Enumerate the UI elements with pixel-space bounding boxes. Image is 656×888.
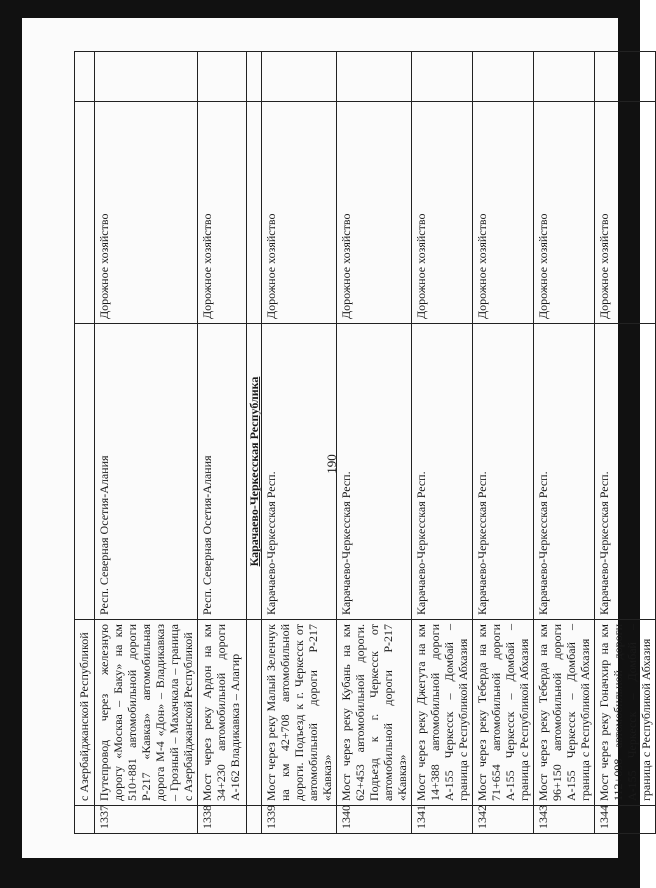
continuation-cell: с Азербайджанской Республикой	[75, 620, 95, 806]
object-name: Путепровод через железную дорогу «Москва – Баку» на км 510+881 автомобильной дороги Р-217 «Кавказ» автомобильная дорога М-4 «Дон» – Владикавказ – Грозный – Махачкала – граница с Азербайджанской Республикой	[95, 620, 198, 806]
region-name: Карачаево-Черкесская Респ.	[337, 324, 412, 620]
region-header-row	[247, 52, 262, 834]
table-row	[95, 52, 198, 834]
row-number: 1339	[262, 806, 337, 834]
cell-empty	[534, 52, 595, 102]
region-name: Карачаево-Черкесская Респ.	[262, 324, 337, 620]
cell-empty	[412, 52, 473, 102]
object-name: Мост через реку Теберда на км 96+150 автомобильной дороги А-155 Черкесск – Домбай – граница с Республикой Абхазия	[534, 620, 595, 806]
row-number: 1343	[534, 806, 595, 834]
scan-border-left	[0, 0, 22, 888]
cell-empty	[75, 102, 95, 324]
table-row	[595, 52, 656, 834]
cell-empty	[247, 102, 262, 324]
owner-type: Дорожное хозяйство	[534, 102, 595, 324]
owner-type: Дорожное хозяйство	[95, 102, 198, 324]
cell-empty	[198, 52, 247, 102]
region-name: Карачаево-Черкесская Респ.	[595, 324, 656, 620]
table-row	[534, 52, 595, 834]
scan-border-bottom	[0, 858, 640, 888]
row-number: 1337	[95, 806, 198, 834]
object-name: Мост через реку Кубань на км 62+453 автомобильной дороги. Подъезд к г. Черкесск от автомобильной дороги Р-217 «Кавказ»	[337, 620, 412, 806]
owner-type: Дорожное хозяйство	[198, 102, 247, 324]
rotated-table-wrapper	[74, 52, 653, 834]
cell-empty	[337, 52, 412, 102]
cell-empty	[75, 806, 95, 834]
owner-type: Дорожное хозяйство	[412, 102, 473, 324]
table-row	[337, 52, 412, 834]
cell-empty	[473, 52, 534, 102]
row-number: 1338	[198, 806, 247, 834]
owner-type: Дорожное хозяйство	[262, 102, 337, 324]
row-number: 1342	[473, 806, 534, 834]
row-number: 1341	[412, 806, 473, 834]
page-number: 190	[324, 454, 339, 474]
cell-empty	[595, 52, 656, 102]
cell-empty	[247, 806, 262, 834]
region-name: Карачаево-Черкесская Респ.	[412, 324, 473, 620]
scan-border-top	[0, 0, 640, 18]
owner-type: Дорожное хозяйство	[337, 102, 412, 324]
object-name: Мост через реку Теберда на км 71+654 автомобильной дороги А-155 Черкесск – Домбай – граница с Республикой Абхазия	[473, 620, 534, 806]
cell-empty	[262, 52, 337, 102]
cell-empty	[95, 52, 198, 102]
cell-empty	[247, 620, 262, 806]
cell-empty	[75, 324, 95, 620]
owner-type: Дорожное хозяйство	[473, 102, 534, 324]
table-row	[262, 52, 337, 834]
region-name: Карачаево-Черкесская Респ.	[473, 324, 534, 620]
object-name: Мост через реку Джегута на км 14+388 автомобильной дороги А-155 Черкесск – Домбай – граница с Республикой Абхазия	[412, 620, 473, 806]
table-row	[473, 52, 534, 834]
object-name: Мост через реку Ардон на км 34+230 автомобильной дороги А-162 Владикавказ – Алагир	[198, 620, 247, 806]
row-number: 1340	[337, 806, 412, 834]
table-row-continuation	[75, 52, 95, 834]
region-name: Респ. Северная Осетия-Алания	[198, 324, 247, 620]
owner-type: Дорожное хозяйство	[595, 102, 656, 324]
table-row	[412, 52, 473, 834]
object-name: Мост через реку Малый Зеленчук на км 42+708 автомобильной дороги. Подъезд к г. Черкесск от автомобильной дороги Р-217 «Кавказ»	[262, 620, 337, 806]
region-header: Карачаево-Черкесская Республика	[247, 324, 262, 620]
objects-table	[74, 51, 656, 834]
table-row	[198, 52, 247, 834]
cell-empty	[75, 52, 95, 102]
cell-empty	[247, 52, 262, 102]
region-name: Респ. Северная Осетия-Алания	[95, 324, 198, 620]
region-name: Карачаево-Черкесская Респ.	[534, 324, 595, 620]
row-number: 1344	[595, 806, 656, 834]
object-name: Мост через реку Гоначхир на км 112+098 автомобильной дороги А-155 Черкесск – Домбай – граница с Республикой Абхазия	[595, 620, 656, 806]
